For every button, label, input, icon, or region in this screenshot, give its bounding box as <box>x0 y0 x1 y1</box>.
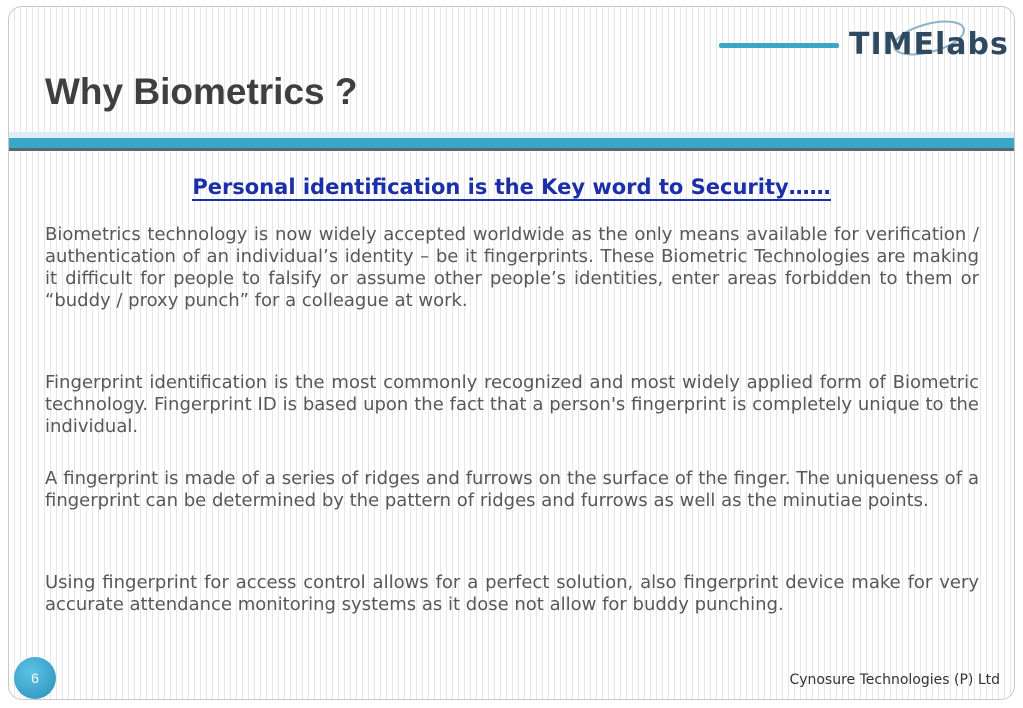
paragraph-3: A fingerprint is made of a series of ridges and furrows on the surface of the finger. The uniqueness of a fingerprint can be determined by the pattern of ridges and furrows as well as the minutiae points. <box>45 468 979 511</box>
header-band-accent <box>9 138 1014 148</box>
slide-title: Why Biometrics ? <box>45 71 358 112</box>
logo-text: TIMElabs <box>849 27 1009 62</box>
footer-company: Cynosure Technologies (P) Ltd <box>789 672 1000 688</box>
page-number: 6 <box>14 657 56 699</box>
header-band-dark <box>9 148 1014 151</box>
slide-subtitle <box>9 175 1014 199</box>
logo-accent-line <box>719 43 839 48</box>
timelabs-logo <box>719 15 1009 71</box>
subtitle-text: Personal identification is the Key word to Security…… <box>192 175 831 199</box>
paragraph-2: Fingerprint identification is the most commonly recognized and most widely applied form of Biometric technology. Fingerprint ID is based upon the fact that a person's fingerprint is completely unique to the individual. <box>45 372 979 437</box>
paragraph-1: Biometrics technology is now widely accepted worldwide as the only means available for verification / authentication of an individual’s identity – be it fingerprints. These Biometric Technologies are making it difficult for people to falsify or assume other people’s identities, enter areas forbidden to them or “buddy / proxy punch” for a colleague at work. <box>45 224 979 311</box>
paragraph-4: Using fingerprint for access control allows for a perfect solution, also fingerprint device make for very accurate attendance monitoring systems as it dose not allow for buddy punching. <box>45 572 979 615</box>
slide <box>8 6 1015 700</box>
